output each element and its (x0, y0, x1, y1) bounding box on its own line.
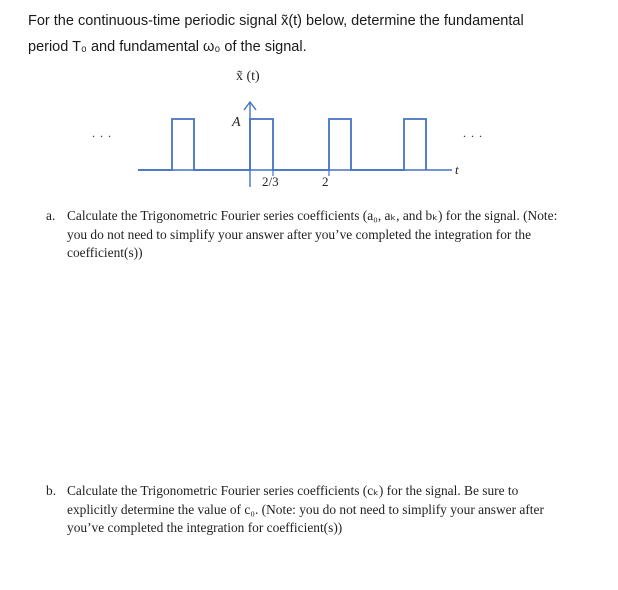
tick-label-2: 2 (322, 174, 329, 189)
question-b-text: Calculate the Trigonometric Fourier series coefficients (cₖ) for the signal. Be sure to explicitly determine the value of c₀. (Note: you do not need to simplify your answer after you’ve completed the integration for coefficient(s)) (67, 483, 544, 535)
pulse-train-waveform (138, 119, 426, 170)
question-b (46, 482, 566, 538)
problem-statement-line-1: For the continuous-time periodic signal x̃(t) below, determine the fundamental (28, 13, 524, 29)
ellipsis-left: . . . (92, 126, 112, 140)
signal-plot (0, 0, 618, 200)
signal-label: x̃ (t) (236, 69, 260, 84)
question-a-letter: a. (46, 208, 56, 223)
ellipsis-right: . . . (463, 126, 483, 140)
question-a (46, 207, 566, 263)
time-label: t (455, 162, 459, 177)
amplitude-label: A (232, 115, 241, 130)
question-b-letter: b. (46, 483, 57, 498)
problem-statement-line-2: period T₀ and fundamental ω₀ of the signal. (28, 39, 307, 55)
question-a-text: Calculate the Trigonometric Fourier series coefficients (a₀, aₖ, and bₖ) for the signal. (Note: you do not need to simplify your answer after you’ve completed the integration for the coefficient(s)) (67, 208, 558, 260)
tick-label-2-3: 2/3 (262, 174, 279, 189)
